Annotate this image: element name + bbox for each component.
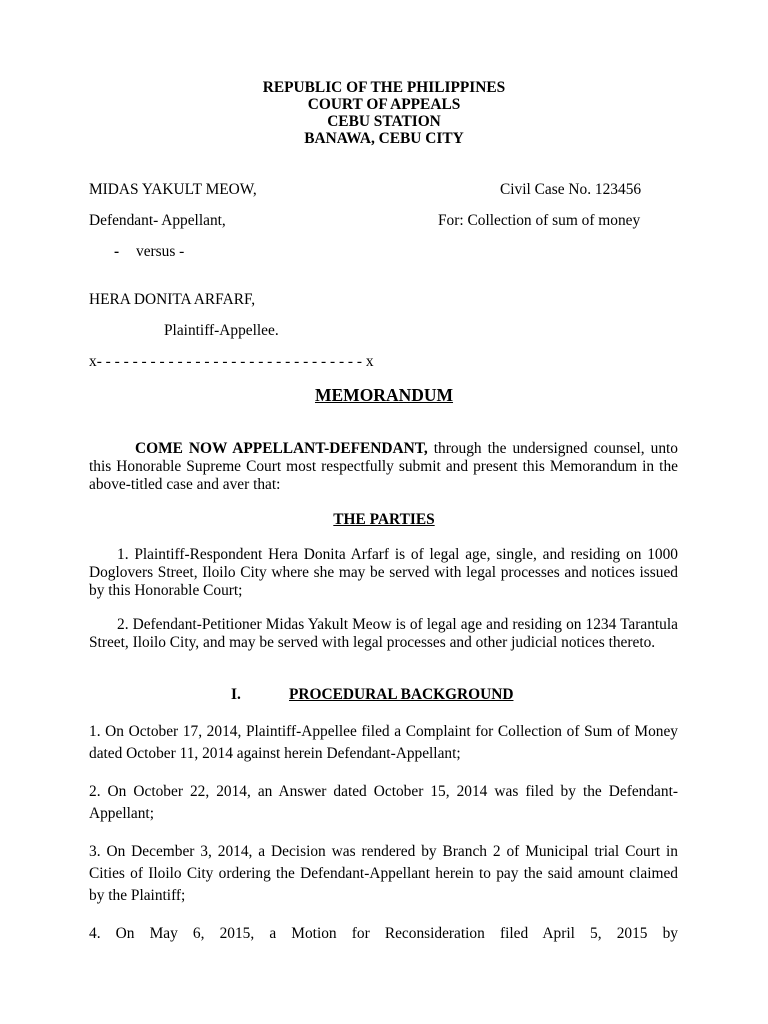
intro-lead: COME NOW APPELLANT-DEFENDANT,	[135, 440, 428, 457]
procedural-item-2: 2. On October 22, 2014, an Answer dated October 15, 2014 was filed by the Defendant-Appellant;	[89, 783, 678, 822]
case-number: Civil Case No. 123456	[500, 181, 642, 198]
procedural-item-1: 1. On October 17, 2014, Plaintiff-Appellee filed a Complaint for Collection of Sum of Money dated October 11, 2014 against herein Defendant-Appellant;	[89, 723, 678, 762]
appellant-name: MIDAS YAKULT MEOW,	[89, 181, 257, 198]
section-numeral: I.	[231, 686, 241, 703]
caption-separator: x- - - - - - - - - - - - - - - - - - - - - - - - - - - - - - x	[89, 353, 374, 370]
versus-label: versus -	[136, 243, 185, 260]
caption-location: BANAWA, CEBU CITY	[304, 130, 464, 147]
caption-station: CEBU STATION	[327, 113, 441, 130]
versus-dash: -	[114, 243, 120, 260]
procedural-item-3: 3. On December 3, 2014, a Decision was rendered by Branch 2 of Municipal trial Court in Cities of Iloilo City ordering the Defendant-Appellant herein to pay the said amount claimed by the Plaintiff;	[89, 843, 678, 904]
procedural-heading: PROCEDURAL BACKGROUND	[289, 686, 514, 703]
parties-paragraph-1: 1. Plaintiff-Respondent Hera Donita Arfarf is of legal age, single, and residing on 1000 Doglovers Street, Iloilo City where she may be served with legal processes and notices issued by this Honorable Court;	[89, 546, 678, 599]
case-subject: For: Collection of sum of money	[438, 212, 641, 229]
caption-republic: REPUBLIC OF THE PHILIPPINES	[262, 79, 506, 96]
document-title: MEMORANDUM	[314, 385, 454, 405]
parties-paragraph-2: 2. Defendant-Petitioner Midas Yakult Meow is of legal age and residing on 1234 Tarantula Street, Iloilo City, and may be served with legal processes and other judicial notices thereto.	[89, 616, 678, 651]
intro-paragraph	[89, 440, 678, 494]
appellant-role: Defendant- Appellant,	[89, 212, 226, 229]
appellee-name: HERA DONITA ARFARF,	[89, 291, 256, 308]
intro-text: through the undersigned counsel, unto this Honorable Supreme Court most respectfully submit and present this Memorandum in the above-titled case and aver that:	[89, 440, 678, 493]
caption-court: COURT OF APPEALS	[307, 96, 461, 113]
procedural-item-4: 4. On May 6, 2015, a Motion for Reconsideration filed April 5, 2015 by	[89, 925, 678, 942]
parties-heading: THE PARTIES	[333, 511, 435, 528]
appellee-role: Plaintiff-Appellee.	[164, 322, 279, 339]
